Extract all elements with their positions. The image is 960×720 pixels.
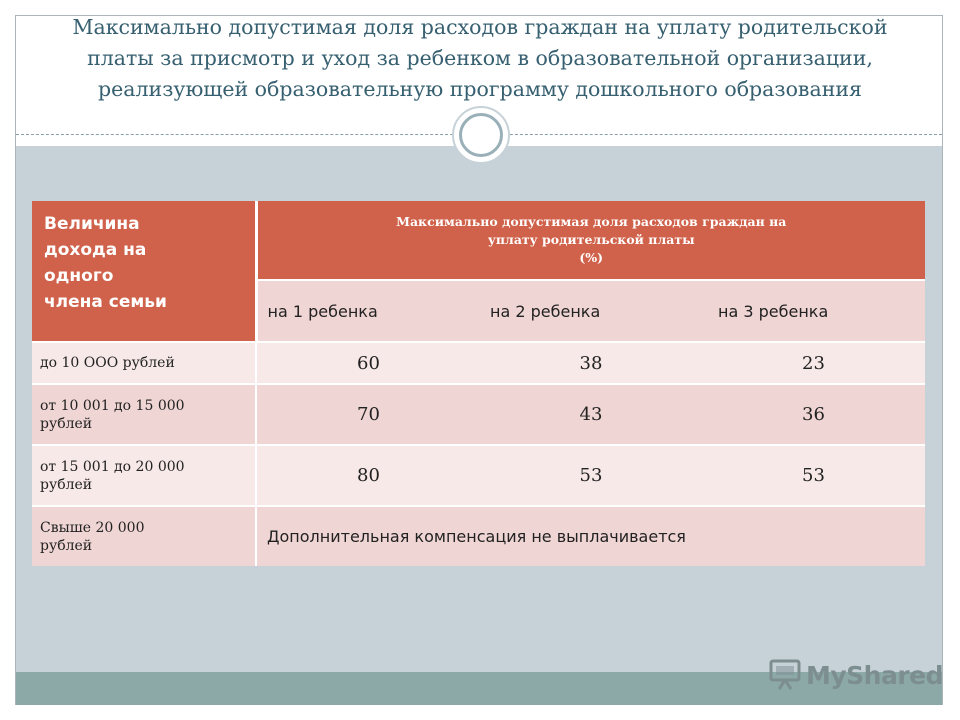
table-cell: 43 xyxy=(480,384,702,445)
slide-title xyxy=(0,12,960,105)
decorative-ring-icon xyxy=(459,113,503,157)
table-row xyxy=(32,506,925,566)
table-cell: 53 xyxy=(702,445,925,506)
row-label-line: рублей xyxy=(40,476,93,493)
row-label-line: Свыше 20 000 xyxy=(40,519,145,536)
fee-table xyxy=(32,201,925,566)
row-header-line: члена семьи xyxy=(44,292,167,312)
table-cell: 53 xyxy=(480,445,702,506)
row-label-line: рублей xyxy=(40,415,93,432)
title-line: платы за присмотр и уход за ребенком в образовательной организации, xyxy=(87,46,873,70)
row-label xyxy=(32,384,256,445)
column-group-line: уплату родительской платы xyxy=(487,232,695,247)
row-header-line: Величина xyxy=(44,214,140,234)
table-cell: 70 xyxy=(256,384,480,445)
row-header-line: одного xyxy=(44,266,114,286)
table-cell: 60 xyxy=(256,342,480,384)
row-label: до 10 ООО рублей xyxy=(32,342,256,384)
watermark-logo xyxy=(768,657,943,693)
table-row xyxy=(32,445,925,506)
row-label-line: от 10 001 до 15 000 xyxy=(40,397,185,414)
table-row xyxy=(32,342,925,384)
table-cell: 36 xyxy=(702,384,925,445)
row-label-line: от 15 001 до 20 000 xyxy=(40,458,185,475)
column-group-unit: (%) xyxy=(579,250,604,265)
title-line: Максимально допустимая доля расходов граждан на уплату родительской xyxy=(72,15,888,39)
column-header-3-children: на 3 ребенка xyxy=(702,280,925,342)
row-header-line: дохода на xyxy=(44,240,147,260)
no-compensation-note: Дополнительная компенсация не выплачивается xyxy=(256,506,925,566)
row-label xyxy=(32,445,256,506)
row-header-text xyxy=(44,205,245,313)
table-cell: 23 xyxy=(702,342,925,384)
table-cell: 80 xyxy=(256,445,480,506)
projector-screen-icon xyxy=(768,659,802,691)
table-row xyxy=(32,384,925,445)
row-label xyxy=(32,506,256,566)
row-header-cell xyxy=(32,201,256,342)
table-cell: 38 xyxy=(480,342,702,384)
column-group-header xyxy=(256,201,925,280)
column-header-2-children: на 2 ребенка xyxy=(480,280,702,342)
column-group-line: Максимально допустимая доля расходов граждан на xyxy=(396,214,787,229)
title-line: реализующей образовательную программу дошкольного образования xyxy=(98,77,862,101)
row-label-line: рублей xyxy=(40,537,93,554)
logo-text: MyShared xyxy=(806,660,944,690)
column-header-1-child: на 1 ребенка xyxy=(256,280,480,342)
